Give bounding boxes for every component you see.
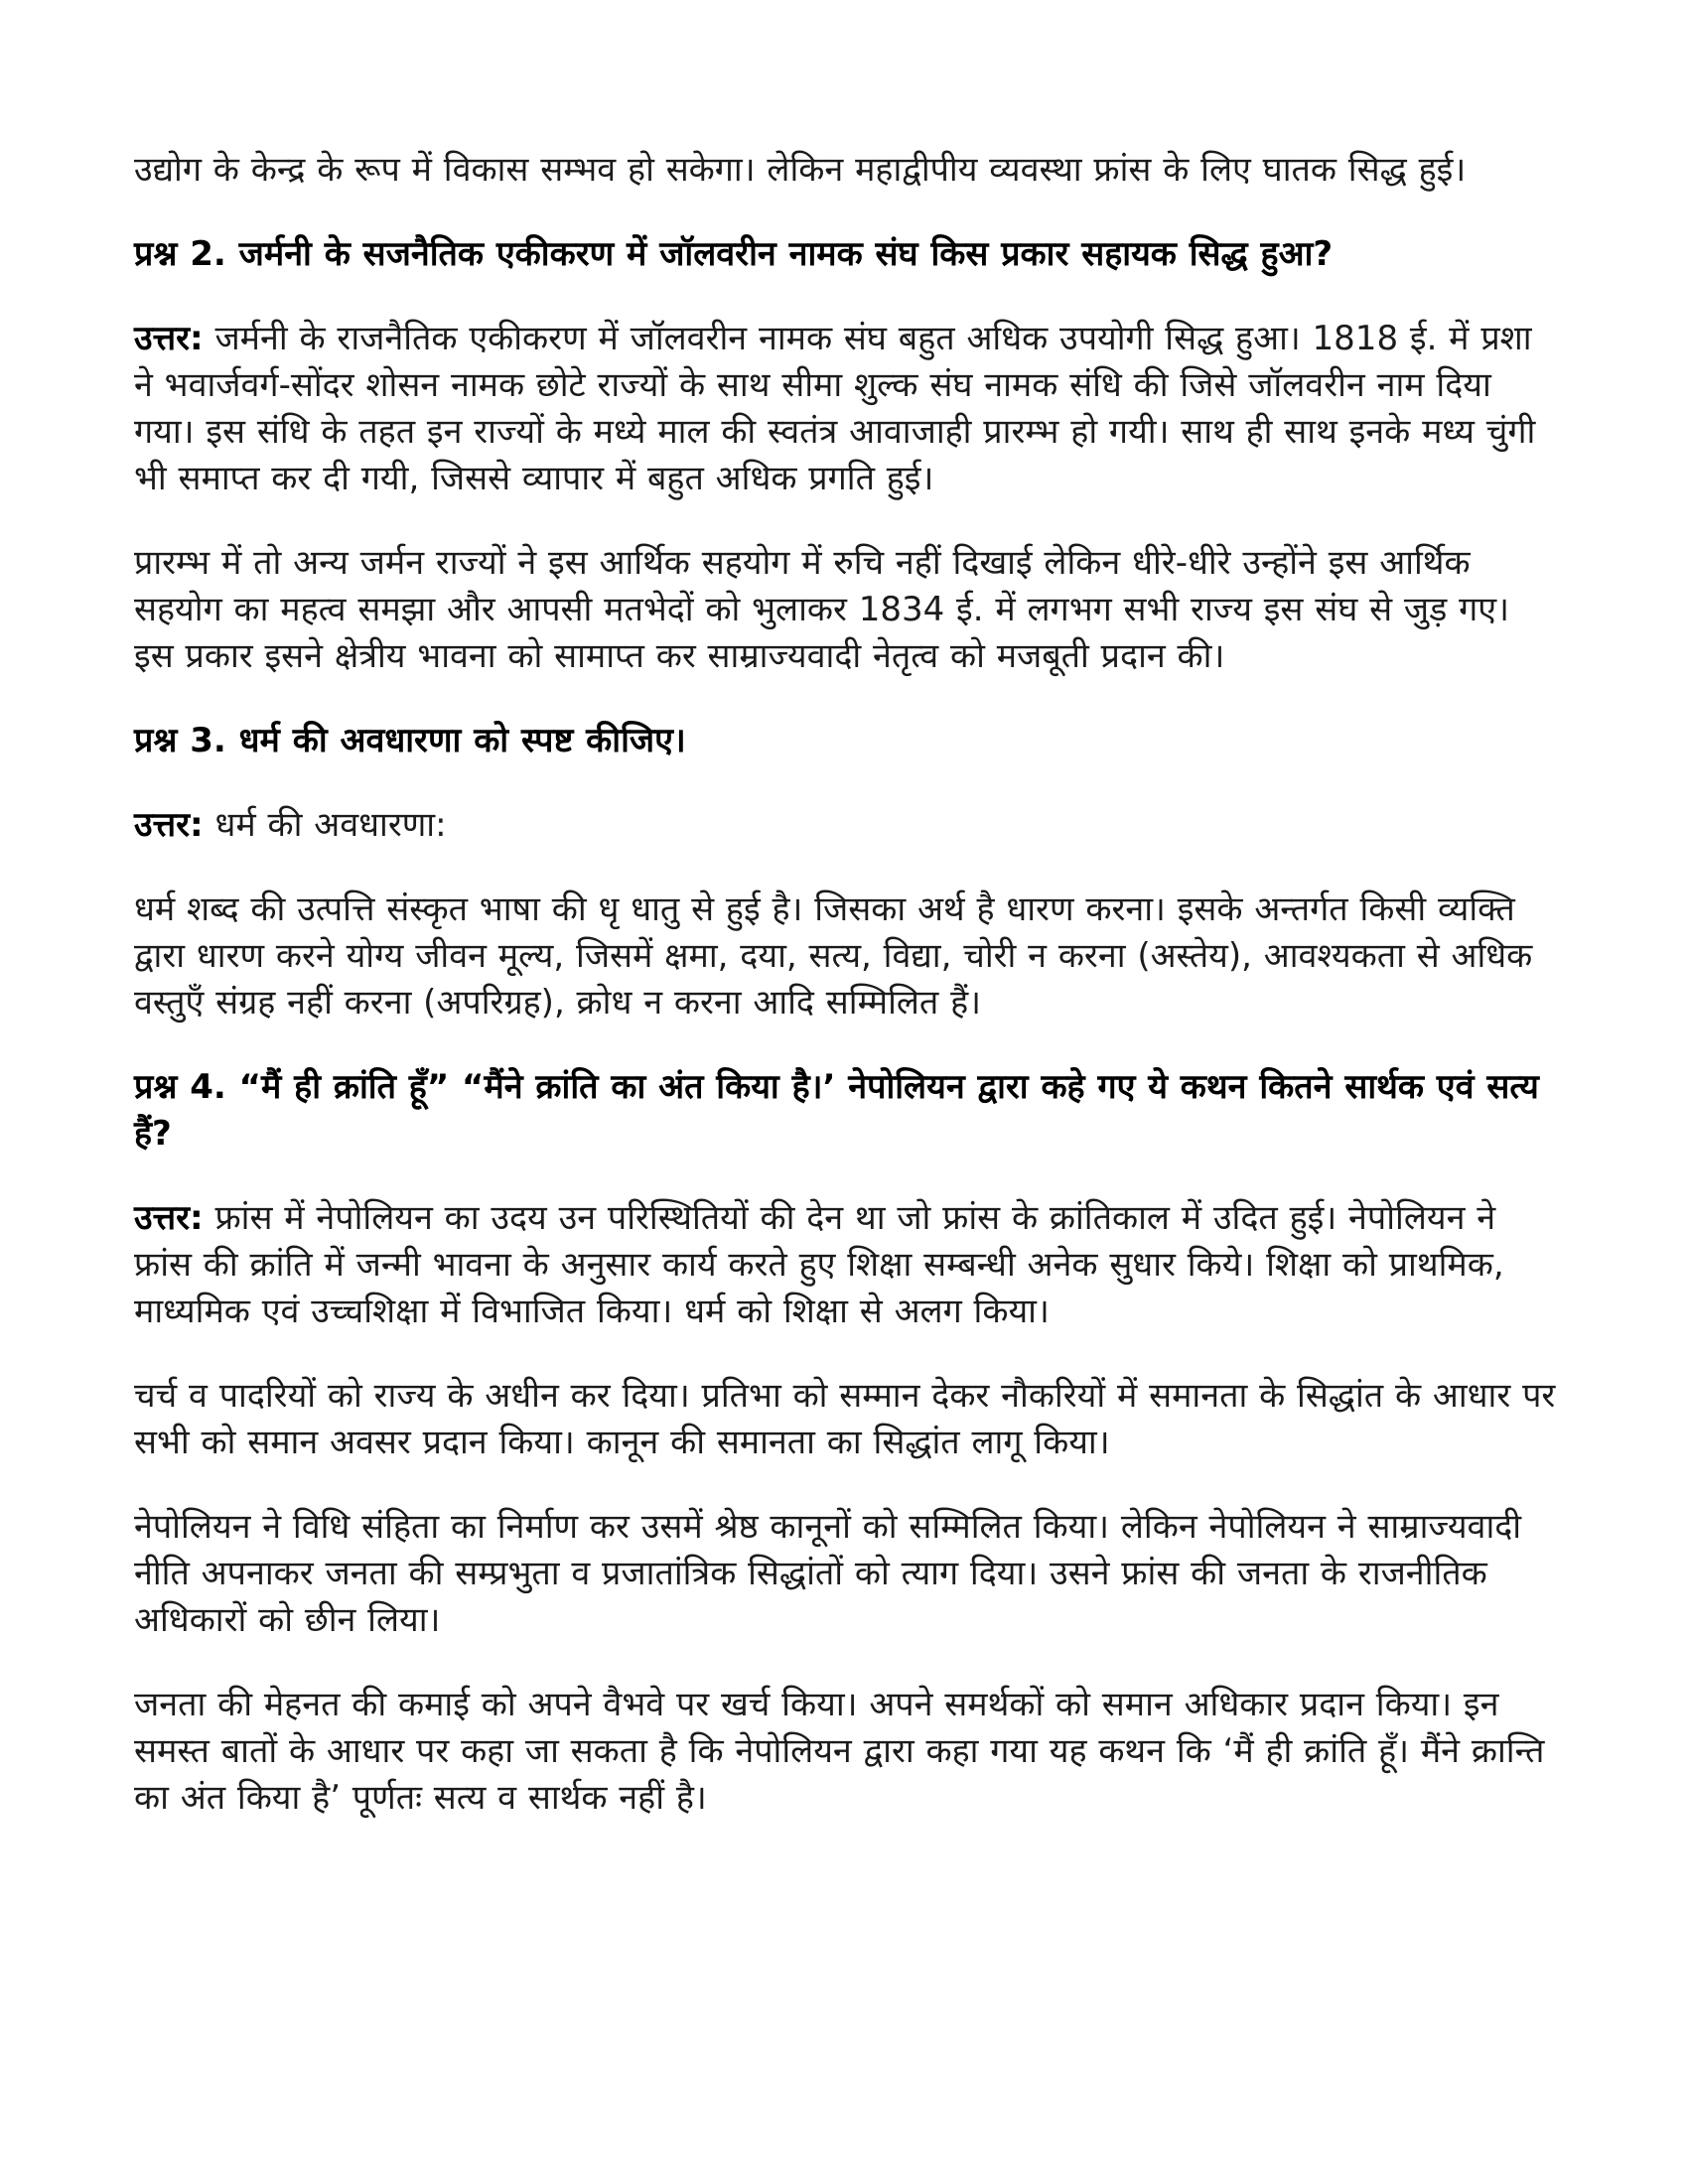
question-2-heading: प्रश्न 2. जर्मनी के सजनैतिक एकीकरण में जॉलवरीन नामक संघ किस प्रकार सहायक सिद्ध हुआ?	[134, 234, 1334, 274]
answer-4-paragraph-3: नेपोलियन ने विधि संहिता का निर्माण कर उसमें श्रेष्ठ कानूनों को सम्मिलित किया। लेकिन नेपोलियन ने साम्राज्यवादी नीति अपनाकर जनता की सम्प्रभुता व प्रजातांत्रिक सिद्धांतों को त्याग दिया। उसने फ्रांस की जनता के राजनीतिक अधिकारों को छीन लिया।	[134, 1507, 1522, 1640]
answer-4-label: उत्तर:	[134, 1198, 204, 1238]
intro-paragraph: उद्योग के केन्द्र के रूप में विकास सम्भव हो सकेगा। लेकिन महाद्वीपीय व्यवस्था फ्रांस के लिए घातक सिद्ध हुई।	[134, 150, 1467, 190]
document-body	[134, 147, 1559, 1822]
answer-3-label: उत्तर:	[134, 805, 204, 845]
question-4-heading: प्रश्न 4. “मैं ही क्रांति हूँ” “मैंने क्रांति का अंत किया है।’ नेपोलियन द्वारा कहे गए ये कथन कितने सार्थक एवं सत्य हैं?	[134, 1067, 1539, 1154]
answer-4-text-1: फ्रांस में नेपोलियन का उदय उन परिस्थितियों की देन था जो फ्रांस के क्रांतिकाल में उदित हुई। नेपोलियन ने फ्रांस की क्रांति में जन्मी भावना के अनुसार कार्य करते हुए शिक्षा सम्बन्धी अनेक सुधार किये। शिक्षा को प्राथमिक, माध्यमिक एवं उच्चशिक्षा में विभाजित किया। धर्म को शिक्षा से अलग किया।	[134, 1198, 1504, 1331]
answer-4-paragraph-1	[134, 1195, 1559, 1335]
answer-2-text-1: जर्मनी के राजनैतिक एकीकरण में जॉलवरीन नामक संघ बहुत अधिक उपयोगी सिद्ध हुआ। 1818 ई. में प्रशा ने भवार्जवर्ग-सोंदर शोसन नामक छोटे राज्यों के साथ सीमा शुल्क संघ नामक संधि की जिसे जॉलवरीन नाम दिया गया। इस संधि के तहत इन राज्यों के मध्ये माल की स्वतंत्र आवाजाही प्रारम्भ हो गयी। साथ ही साथ इनके मध्य चुंगी भी समाप्त कर दी गयी, जिससे व्यापार में बहुत अधिक प्रगति हुई।	[134, 319, 1536, 498]
answer-3-paragraph: धर्म शब्द की उत्पत्ति संस्कृत भाषा की धृ धातु से हुई है। जिसका अर्थ है धारण करना। इसके अन्तर्गत किसी व्यक्ति द्वारा धारण करने योग्य जीवन मूल्य, जिसमें क्षमा, दया, सत्य, विद्या, चोरी न करना (अस्तेय), आवश्यकता से अधिक वस्तुएँ संग्रह नहीं करना (अपरिग्रह), क्रोध न करना आदि सम्मिलित हैं।	[134, 889, 1533, 1023]
answer-4-paragraph-2: चर्च व पादरियों को राज्य के अधीन कर दिया। प्रतिभा को सम्मान देकर नौकरियों में समानता के सिद्धांत के आधार पर सभी को समान अवसर प्रदान किया। कानून की समानता का सिद्धांत लागू किया।	[134, 1376, 1556, 1462]
answer-3-intro	[134, 802, 1559, 849]
answer-2-paragraph-1	[134, 316, 1559, 502]
question-3-heading: प्रश्न 3. धर्म की अवधारणा को स्पष्ट कीजिए।	[134, 721, 686, 760]
answer-2-label: उत्तर:	[134, 319, 204, 358]
answer-3-intro-text: धर्म की अवधारणा:	[214, 805, 447, 845]
answer-2-paragraph-2: प्रारम्भ में तो अन्य जर्मन राज्यों ने इस आर्थिक सहयोग में रुचि नहीं दिखाई लेकिन धीरे-धीरे उन्होंने इस आर्थिक सहयोग का महत्व समझा और आपसी मतभेदों को भुलाकर 1834 ई. में लगभग सभी राज्य इस संघ से जुड़ गए। इस प्रकार इसने क्षेत्रीय भावना को सामाप्त कर साम्राज्यवादी नेतृत्व को मजबूती प्रदान की।	[134, 543, 1509, 676]
answer-4-paragraph-4: जनता की मेहनत की कमाई को अपने वैभवे पर खर्च किया। अपने समर्थकों को समान अधिकार प्रदान किया। इन समस्त बातों के आधार पर कहा जा सकता है कि नेपोलियन द्वारा कहा गया यह कथन कि ‘मैं ही क्रांति हूँ। मैंने क्रान्ति का अंत किया है’ पूर्णतः सत्य व सार्थक नहीं है।	[134, 1685, 1545, 1818]
